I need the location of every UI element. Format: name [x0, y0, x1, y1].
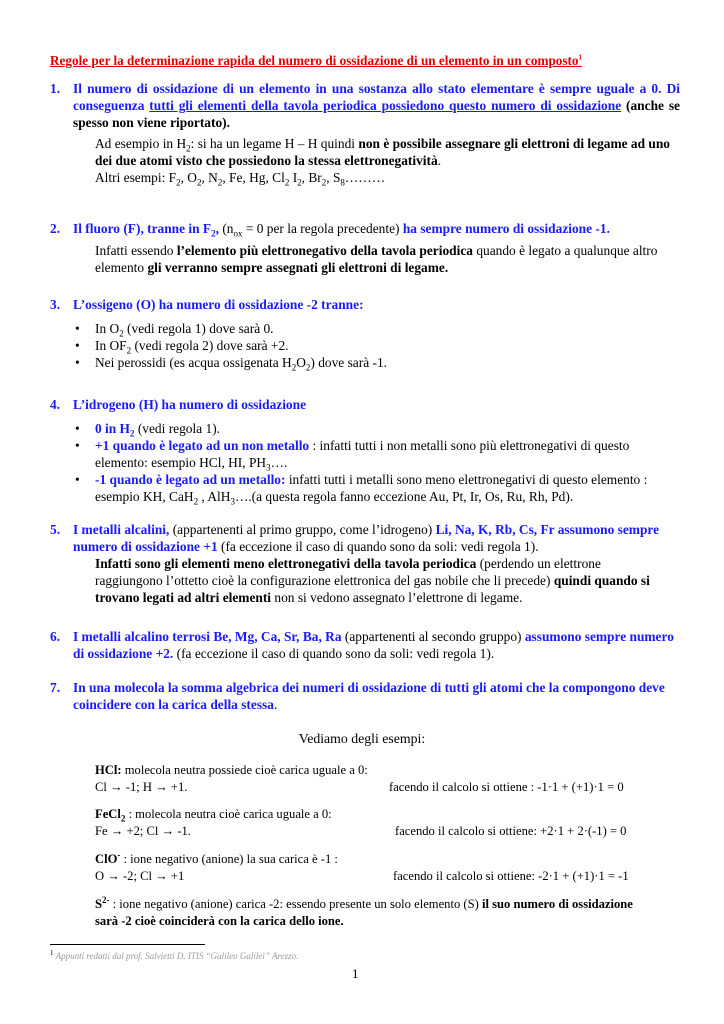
- footnote: $^1$ Appunti redatti dal prof. Salvietti D. ITIS “Galileo Galilei” Arezzo.: [50, 949, 299, 961]
- rule-6: 6. I metalli alcalino terrosi Be, Mg, Ca, Sr, Ba, Ra (appartenenti al secondo gruppo) assumono sempre numero di ossidazione +2. (fa eccezione il caso di quando sono da soli: vedi regola 1).: [50, 629, 674, 661]
- rule-4: 4. L’idrogeno (H) ha numero di ossidazione: [50, 397, 307, 412]
- rule-4-bullet-1: • 0 in $H_2$ (vedi regola 1).: [75, 421, 221, 439]
- rule-7: 7. In una molecola la somma algebrica dei numeri di ossidazione di tutti gli atomi che la compongono deve coincidere con la carica della stessa.: [50, 680, 665, 712]
- rule-3: 3. L’ossigeno (O) ha numero di ossidazione -2 tranne:: [50, 297, 364, 312]
- rule-3-bullet-1: • In $O_2$ (vedi regola 1) dove sarà 0.: [75, 321, 274, 339]
- example-s2: $S^{2-}$ : ione negativo (anione) carica -2: essendo presente un solo elemento (S) il suo numero di ossidazione sarà -2 cioè coinciderà con la carica dello ione.: [95, 894, 633, 928]
- rule-5: 5. I metalli alcalini, (appartenenti al primo gruppo, come l’idrogeno) Li, Na, K, Rb, Cs, Fr assumono sempre numero di ossidazione +1 (fa eccezione il caso di quando sono da soli: vedi regola 1).: [50, 522, 660, 554]
- example-hcl: HCl: molecola neutra possiede cioè carica uguale a 0: Cl → -1; H → +1. facendo il calcolo si ottiene : -1·1 + (+1)·1 = 0: [95, 763, 624, 794]
- rule-4-bullet-2: • +1 quando è legato ad un non metallo : infatti tutti i non metalli sono più elettronegativi di questo elemento: esempio HCl, HI, $PH_3\dots$.: [75, 438, 630, 473]
- example-fecl2: FeCl$_2$ : molecola neutra cioè carica uguale a 0: Fe → +2; Cl → -1. facendo il calcolo si ottiene: +2·1 + 2·(-1) = 0: [95, 807, 627, 838]
- rule-1-explanation: Ad esempio in $H_2$: si ha un legame H – H quindi non è possibile assegnare gli elettroni di legame ad uno dei due atomi visto che possiedono la stessa elettronegatività.: [95, 136, 670, 168]
- examples-heading: Vediamo degli esempi:: [298, 731, 426, 746]
- rule-4-bullet-3: • -1 quando è legato ad un metallo: infatti tutti i metalli sono meno elettronegativi di questo elemento : esempio KH, CaH$_2$ , AlH$_3$….(a questa regola fanno eccezione Au, Pt, Ir, Os, Ru, Rh, Pd).: [75, 472, 648, 507]
- document-title: Regole per la determinazione rapida del numero di ossidazione di un elemento in un composto$^1$: [50, 53, 582, 68]
- example-clo: ClO- : ione negativo (anione) la sua carica è -1 : O → -2; Cl → +1 facendo il calcolo si ottiene: -2·1 + (+1)·1 = -1: [95, 849, 629, 883]
- page-number: 1: [352, 966, 359, 981]
- rule-3-bullet-3: • Nei perossidi (es acqua ossigenata $H_2O_2$) dove sarà -1.: [75, 355, 387, 373]
- rule-1: 1. Il numero di ossidazione di un elemento in una sostanza allo stato elementare è sempre uguale a 0. Di conseguenza tutti gli elementi della tavola periodica possiedono questo numero di ossidazione (anche se spesso non viene riportato).: [50, 81, 680, 130]
- rule-1-other-examples: Altri esempi: $F_2$, $O_2$, $N_2$, Fe, Hg, $Cl_2$ $I_2$, $Br_2$, $S_8\dots\dots\dots$: [95, 170, 386, 188]
- rule-2-explanation: Infatti essendo l’elemento più elettronegativo della tavola periodica quando è legato a qualunque altro elemento gli verranno sempre assegnati gli elettroni di legame.: [95, 243, 658, 275]
- rule-5-explanation: Infatti sono gli elementi meno elettronegativi della tavola periodica (perdendo un elettrone raggiungono l’ottetto cioè la configurazione elettronica del gas nobile che li precede) quindi quando si trovano legati ad altri elementi non si vedono assegnato l’elettrone di legame.: [95, 556, 650, 605]
- footnote-ref: 1: [578, 53, 582, 62]
- footnote-separator: [50, 944, 205, 945]
- rule-3-bullet-2: • In $OF_2$ (vedi regola 2) dove sarà +2.: [75, 338, 289, 356]
- rule-2: 2. Il fluoro (F), tranne in $F_2$, ($n_{ox} = 0$ per la regola precedente) ha sempre numero di ossidazione -1.: [50, 221, 610, 239]
